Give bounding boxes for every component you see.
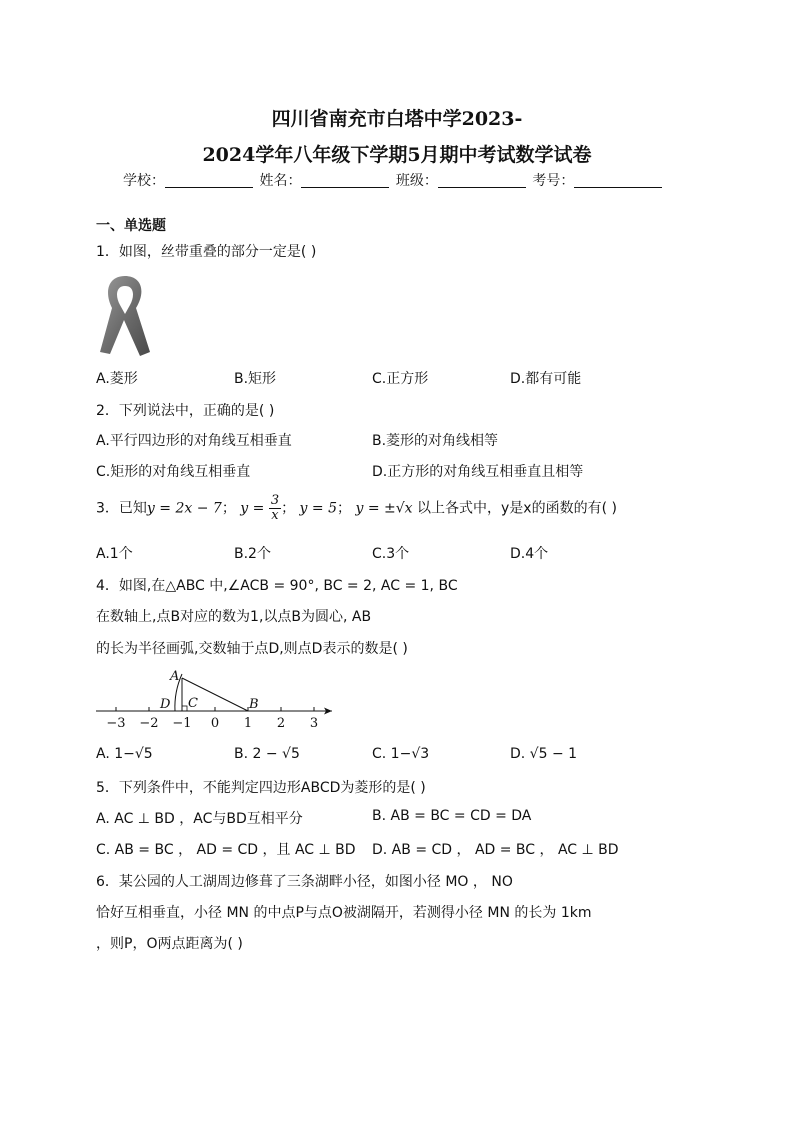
q2-option-d[interactable]: D.正方形的对角线互相垂直且相等 — [372, 464, 584, 480]
q3-stem — [96, 494, 617, 523]
q4-line-3: 的长为半径画弧,交数轴于点D,则点D表示的数是( ) — [96, 641, 408, 657]
class-label: 班级： — [395, 173, 438, 189]
school-label: 学校： — [123, 173, 165, 189]
q1-option-c[interactable]: C.正方形 — [372, 371, 429, 387]
q3-option-a[interactable]: A.1个 — [96, 546, 133, 562]
q1-option-a[interactable]: A.菱形 — [96, 371, 138, 387]
q5-stem: 5．下列条件中，不能判定四边形ABCD为菱形的是( ) — [96, 780, 426, 796]
q3-option-b[interactable]: B.2个 — [234, 546, 271, 562]
title-line-1: 四川省南充市白塔中学2023- — [271, 108, 523, 130]
student-info-line — [123, 170, 664, 190]
q3-expr-2-lhs: y = — [240, 500, 265, 517]
axis-ticks — [116, 707, 314, 711]
q3-sep-3: ； — [337, 500, 351, 517]
q3-expr-3: y = 5 — [299, 500, 337, 517]
point-label-a: A — [170, 669, 180, 684]
point-label-d: D — [160, 697, 171, 712]
number-line-figure — [92, 664, 342, 732]
tick-label: 2 — [276, 716, 286, 731]
q3-expr-1: y = 2x − 7 — [146, 500, 222, 517]
tick-label: −1 — [172, 716, 192, 731]
name-blank[interactable] — [301, 173, 389, 188]
point-label-b: B — [249, 697, 259, 712]
q5-option-c[interactable]: C. AB = BC ， AD = CD ，且 AC ⊥ BD — [96, 842, 356, 858]
q1-stem: 1．如图，丝带重叠的部分一定是( ) — [96, 244, 317, 260]
q4-line-2: 在数轴上,点B对应的数为1,以点B为圆心, AB — [96, 609, 372, 625]
name-label: 姓名： — [259, 173, 302, 189]
q4-option-d[interactable]: D. √5 − 1 — [510, 746, 578, 762]
q1-option-b[interactable]: B.矩形 — [234, 371, 277, 387]
right-angle-mark — [182, 706, 187, 711]
point-label-c: C — [188, 696, 198, 711]
q3-option-c[interactable]: C.3个 — [372, 546, 410, 562]
q3-sep-1: ； — [221, 500, 236, 517]
section-heading: 一、单选题 — [96, 218, 166, 234]
q3-fraction — [269, 494, 281, 523]
q5-option-d[interactable]: D. AB = CD ， AD = BC ， AC ⊥ BD — [372, 842, 619, 858]
q3-option-d[interactable]: D.4个 — [510, 546, 549, 562]
ribbon-figure — [96, 272, 154, 358]
tick-label: 1 — [243, 716, 253, 731]
q2-option-b[interactable]: B.菱形的对角线相等 — [372, 433, 499, 449]
q6-line-1: 6．某公园的人工湖周边修葺了三条湖畔小径，如图小径 MO ， NO — [96, 874, 513, 890]
fraction-denominator: x — [271, 508, 279, 523]
number-label: 考号： — [532, 173, 575, 189]
q3-expr-4: y = ±√x — [355, 500, 413, 517]
q5-option-a[interactable]: A. AC ⊥ BD ，AC与BD互相平分 — [96, 811, 303, 827]
q4-option-c[interactable]: C. 1−√3 — [372, 746, 430, 762]
fraction-numerator: 3 — [270, 493, 280, 508]
q3-suffix: 以上各式中，y是x的函数的有( ) — [417, 500, 617, 517]
number-blank[interactable] — [574, 173, 662, 188]
q1-option-d[interactable]: D.都有可能 — [510, 371, 582, 387]
tick-label: −3 — [106, 716, 126, 731]
title-line-2: 2024学年八年级下学期5月期中考试数学试卷 — [202, 144, 592, 166]
tick-label: −2 — [139, 716, 159, 731]
class-blank[interactable] — [438, 173, 526, 188]
q6-line-3: ，则P，O两点距离为( ) — [96, 936, 243, 952]
q2-stem: 2．下列说法中，正确的是( ) — [96, 403, 275, 419]
q2-option-a[interactable]: A.平行四边形的对角线互相垂直 — [96, 433, 292, 449]
q4-option-a[interactable]: A. 1−√5 — [96, 746, 153, 762]
q5-option-b[interactable]: B. AB = BC = CD = DA — [372, 808, 532, 824]
tick-label: 3 — [309, 716, 319, 731]
tick-label: 0 — [210, 716, 220, 731]
q6-line-2: 恰好互相垂直，小径 MN 的中点P与点O被湖隔开，若测得小径 MN 的长为 1km — [96, 905, 592, 921]
q2-option-c[interactable]: C.矩形的对角线互相垂直 — [96, 464, 251, 480]
q3-prefix: 3．已知 — [96, 500, 147, 517]
school-blank[interactable] — [165, 173, 253, 188]
q4-option-b[interactable]: B. 2 − √5 — [234, 746, 300, 762]
q4-line-1: 4．如图,在△ABC 中,∠ACB = 90°, BC = 2, AC = 1, BC — [96, 578, 458, 594]
q3-sep-2: ； — [281, 500, 296, 517]
